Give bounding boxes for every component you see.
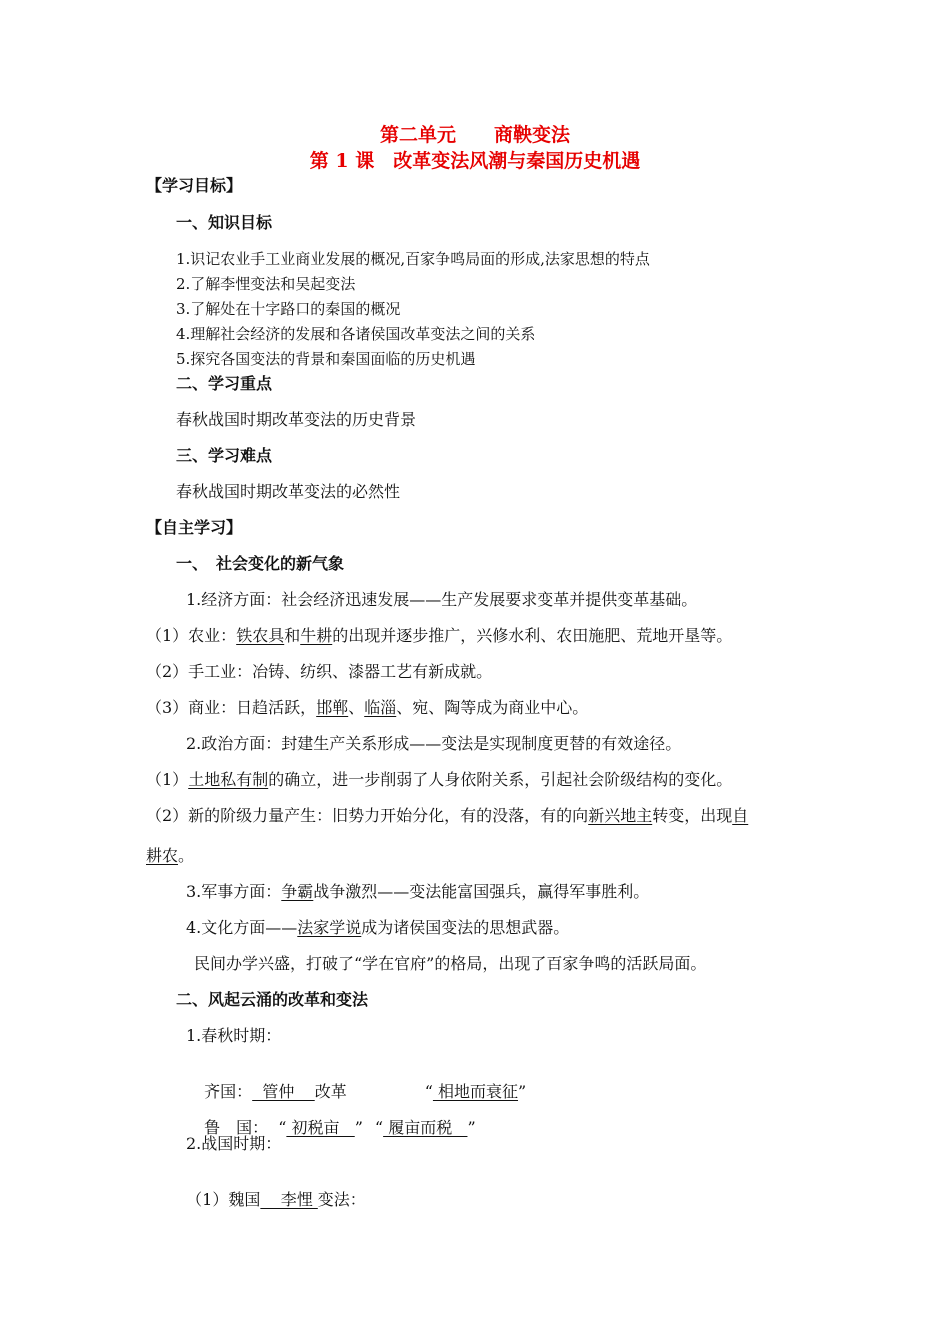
- economy-line: 1.经济方面：社会经济迅速发展——生产发展要求变革并提供变革基础。: [186, 590, 698, 609]
- blank-answer: 相地而衰征: [432, 1082, 519, 1101]
- warring-states-line: 2.战国时期：: [186, 1134, 282, 1153]
- section-2-title: 二、风起云涌的改革和变法: [176, 990, 369, 1009]
- knowledge-item: 5.探究各国变法的背景和秦国面临的历史机遇: [176, 350, 476, 368]
- culture-line: 4.文化方面——法家学说成为诸侯国变法的思想武器。: [186, 918, 570, 937]
- land-ownership-line: （1）土地私有制的确立，进一步削弱了人身依附关系，引起社会阶级结构的变化。: [146, 770, 733, 789]
- section-1-title: 一、 社会变化的新气象: [176, 554, 345, 573]
- blank-answer: 铁农具: [236, 626, 285, 645]
- blank-answer: 自: [732, 806, 749, 825]
- goals-header: 【学习目标】: [146, 176, 243, 195]
- blank-answer: 耕农: [146, 846, 179, 865]
- blank-answer: 法家学说: [297, 918, 362, 937]
- wei-reform-line: （1）魏国 李悝 变法：: [186, 1190, 366, 1209]
- knowledge-goal-title: 一、知识目标: [176, 213, 273, 232]
- blank-answer: 争霸: [281, 882, 314, 901]
- self-study-header: 【自主学习】: [146, 518, 243, 537]
- blank-answer: 邯郸: [316, 698, 349, 717]
- knowledge-item: 3.了解处在十字路口的秦国的概况: [176, 300, 401, 318]
- blank-answer: 新兴地主: [588, 806, 653, 825]
- blank-answer: 履亩而税: [383, 1118, 468, 1137]
- qi-reform-line: 齐国： 管仲 改革 “ 相地而衰征”: [204, 1082, 527, 1101]
- agriculture-line: （1）农业：铁农具和牛耕的出现并逐步推广，兴修水利、农田施肥、荒地开垦等。: [146, 626, 733, 645]
- blank-answer: 临淄: [364, 698, 397, 717]
- lu-reform-line: 鲁 国： “ 初税亩 ” “ 履亩而税 ”: [204, 1118, 476, 1137]
- knowledge-item: 2.了解李悝变法和吴起变法: [176, 275, 356, 293]
- politics-line: 2.政治方面：封建生产关系形成——变法是实现制度更替的有效途径。: [186, 734, 682, 753]
- class-line: （2）新的阶级力量产生：旧势力开始分化，有的没落，有的向新兴地主转变，出现自: [146, 806, 749, 825]
- difficulty-text: 春秋战国时期改革变法的必然性: [176, 482, 401, 501]
- knowledge-item: 4.理解社会经济的发展和各诸侯国改革变法之间的关系: [176, 325, 536, 343]
- focus-text: 春秋战国时期改革变法的历史背景: [176, 410, 417, 429]
- difficulty-title: 三、学习难点: [176, 446, 273, 465]
- blank-answer: 管仲: [252, 1082, 315, 1101]
- focus-title: 二、学习重点: [176, 374, 273, 393]
- private-school-line: 民间办学兴盛，打破了“学在官府”的格局，出现了百家争鸣的活跃局面。: [194, 954, 707, 973]
- lesson-title: 第 1 课 改革变法风潮与秦国历史机遇: [309, 150, 641, 172]
- spring-period-line: 1.春秋时期：: [186, 1026, 282, 1045]
- knowledge-item: 1.识记农业手工业商业发展的概况,百家争鸣局面的形成,法家思想的特点: [176, 250, 650, 268]
- handicraft-line: （2）手工业：冶铸、纺织、漆器工艺有新成就。: [146, 662, 493, 681]
- unit-title: 第二单元 商鞅变法: [379, 124, 570, 146]
- blank-answer: 初税亩: [286, 1118, 355, 1137]
- blank-answer: 李悝: [260, 1190, 318, 1209]
- blank-answer: 土地私有制: [188, 770, 269, 789]
- military-line: 3.军事方面：争霸战争激烈——变法能富国强兵，赢得军事胜利。: [186, 882, 650, 901]
- commerce-line: （3）商业：日趋活跃，邯郸、临淄、宛、陶等成为商业中心。: [146, 698, 589, 717]
- blank-answer: 牛耕: [300, 626, 333, 645]
- class-line-cont: 耕农。: [146, 846, 195, 865]
